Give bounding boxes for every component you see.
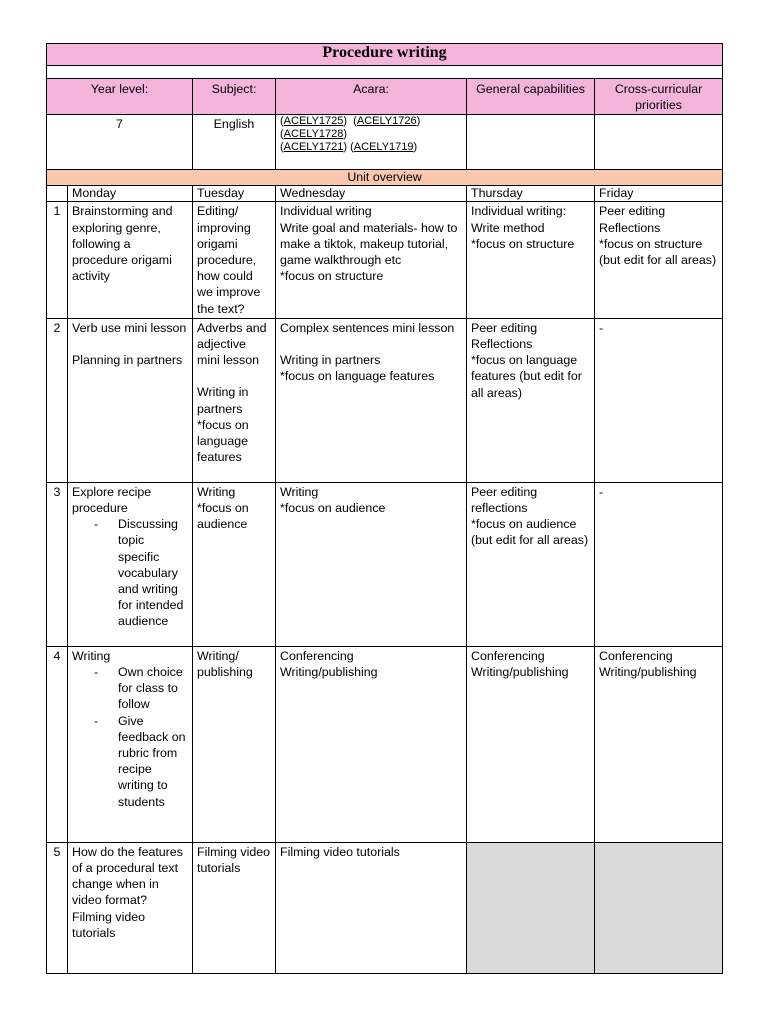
week-1-wednesday: Individual writing Write goal and materials- how to make a tiktok, makeup tutorial, game walkthrough etc *focus on structure: [276, 202, 467, 318]
subject-header: Subject:: [193, 79, 276, 115]
acara-codes-cell: (ACELY1725) (ACELY1726) (ACELY1728) (ACELY1721) (ACELY1719): [276, 115, 467, 170]
week-4-friday: Conferencing Writing/publishing: [595, 646, 723, 842]
page-title: Procedure writing: [47, 44, 723, 66]
unit-overview-header: Unit overview: [47, 170, 723, 186]
week-3-wednesday: Writing *focus on audience: [276, 482, 467, 646]
week-number: 1: [47, 202, 68, 318]
week-5-thursday: [467, 842, 595, 973]
table-row: [47, 202, 723, 318]
day-header-wednesday: Wednesday: [276, 186, 467, 202]
week-3-thursday: Peer editing reflections *focus on audience (but edit for all areas): [467, 482, 595, 646]
general-capabilities-header: General capabilities: [467, 79, 595, 115]
week-number: 4: [47, 646, 68, 842]
week-5-tuesday: Filming video tutorials: [193, 842, 276, 973]
year-level-value: 7: [47, 115, 193, 170]
week-3-friday: -: [595, 482, 723, 646]
week-1-tuesday: Editing/ improving origami procedure, how could we improve the text?: [193, 202, 276, 318]
week-2-monday-activity: Planning in partners: [72, 353, 183, 368]
cross-curricular-value: [595, 115, 723, 170]
week-1-friday: Peer editing Reflections *focus on structure (but edit for all areas): [595, 202, 723, 318]
week-2-thursday: Peer editing Reflections *focus on language features (but edit for all areas): [467, 318, 595, 482]
table-row: [47, 842, 723, 973]
week-number-header: [47, 186, 68, 202]
week-4-thursday: Conferencing Writing/publishing: [467, 646, 595, 842]
week-3-monday-title: Explore recipe procedure: [72, 484, 152, 516]
acara-code-link[interactable]: ACELY1728: [283, 128, 344, 140]
table-row: [47, 646, 723, 842]
week-1-monday: Brainstorming and exploring genre, following a procedure origami activity: [68, 202, 193, 318]
list-item: - Give feedback on rubric from recipe writing to students: [72, 713, 188, 810]
week-4-wednesday: Conferencing Writing/publishing: [276, 646, 467, 842]
week-2-monday: [68, 318, 193, 482]
table-row: [47, 318, 723, 482]
week-3-tuesday: Writing *focus on audience: [193, 482, 276, 646]
week-5-wednesday: Filming video tutorials: [276, 842, 467, 973]
week-4-monday-list: [72, 664, 188, 810]
day-header-tuesday: Tuesday: [193, 186, 276, 202]
general-capabilities-value: [467, 115, 595, 170]
list-item: - Discussing topic specific vocabulary and writing for intended audience: [72, 516, 188, 629]
procedure-writing-table: [46, 43, 723, 974]
week-1-thursday: Individual writing: Write method *focus on structure: [467, 202, 595, 318]
week-2-wednesday-activity: Writing in partners *focus on language features: [280, 353, 435, 384]
week-number: 2: [47, 318, 68, 482]
week-4-monday: [68, 646, 193, 842]
week-2-tuesday: [193, 318, 276, 482]
table-row: [47, 482, 723, 646]
acara-code-link[interactable]: ACELY1719: [353, 140, 414, 153]
week-4-monday-title: Writing: [72, 648, 111, 663]
week-5-friday: [595, 842, 723, 973]
week-number: 5: [47, 842, 68, 973]
week-2-tuesday-lesson: Adverbs and adjective mini lesson: [197, 320, 267, 368]
day-header-friday: Friday: [595, 186, 723, 202]
week-2-monday-lesson: Verb use mini lesson: [72, 320, 187, 335]
week-5-monday: How do the features of a procedural text change when in video format? Filming video tutorials: [68, 842, 193, 973]
week-4-tuesday: Writing/ publishing: [193, 646, 276, 842]
day-header-thursday: Thursday: [467, 186, 595, 202]
blank-row: [47, 66, 723, 79]
subject-value: English: [193, 115, 276, 170]
acara-code-link[interactable]: ACELY1725: [283, 115, 344, 128]
list-item: - Own choice for class to follow: [72, 664, 188, 713]
acara-code-link[interactable]: ACELY1726: [356, 115, 417, 128]
cross-curricular-header: Cross-curricular priorities: [595, 79, 723, 115]
day-header-monday: Monday: [68, 186, 193, 202]
year-level-header: Year level:: [47, 79, 193, 115]
week-3-monday-list: [72, 516, 188, 629]
week-number: 3: [47, 482, 68, 646]
week-2-wednesday-lesson: Complex sentences mini lesson: [280, 320, 455, 335]
acara-code-link[interactable]: ACELY1721: [283, 140, 344, 153]
week-3-monday: [68, 482, 193, 646]
document-page: [46, 43, 722, 974]
week-2-tuesday-activity: Writing in partners *focus on language features: [197, 385, 249, 465]
week-2-friday: -: [595, 318, 723, 482]
acara-header: Acara:: [276, 79, 467, 115]
week-2-wednesday: [276, 318, 467, 482]
